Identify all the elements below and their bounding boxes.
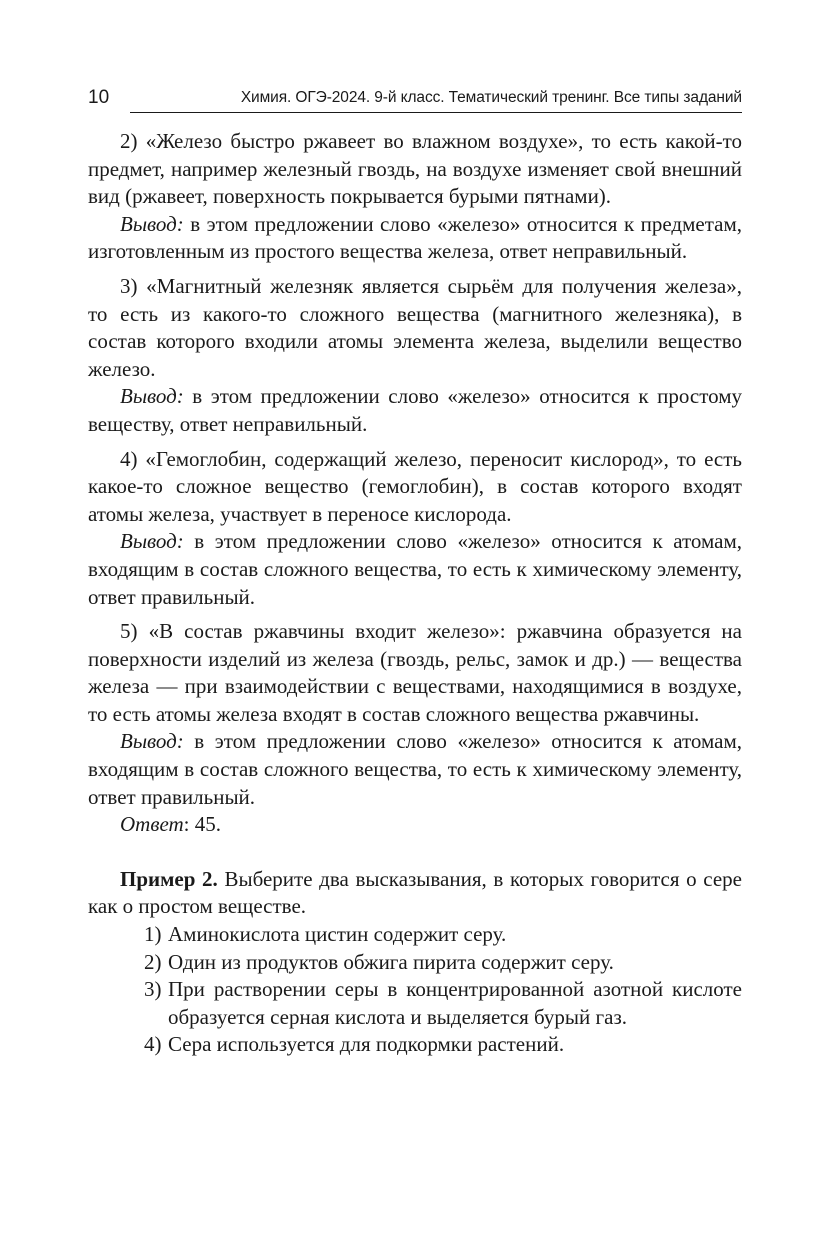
running-title: Химия. ОГЭ-2024. 9-й класс. Тематический тренинг. Все типы заданий: [240, 89, 742, 106]
option-number: 1): [144, 922, 162, 947]
conclusion-label: Вывод:: [120, 384, 184, 409]
answer-value: : 45.: [183, 812, 221, 837]
page-body: [88, 128, 742, 1059]
option-2: [88, 949, 742, 977]
conclusion-label: Вывод:: [120, 211, 184, 236]
header-rule: [130, 112, 742, 113]
statement-text: 4) «Гемоглобин, содержащий железо, переносит кислород», то есть какое-то сложное вещество (гемоглобин), в состав которого входят атомы железа, участвует в переносе кислорода.: [88, 446, 742, 526]
option-number: 3): [144, 977, 162, 1002]
example-2-prompt: [88, 866, 742, 921]
option-text: Сера используется для подкормки растений.: [168, 1032, 565, 1057]
answer-line: [88, 811, 742, 839]
conclusion-text: в этом предложении слово «железо» относится к предметам, изготовленным из простого вещества железа, ответ неправильный.: [88, 211, 742, 264]
option-1: [88, 921, 742, 949]
example-label: Пример 2.: [120, 866, 218, 891]
statement-3: [88, 273, 742, 383]
conclusion-label: Вывод:: [120, 729, 184, 754]
conclusion-3: [88, 383, 742, 438]
statement-2: [88, 128, 742, 211]
page-number: 10: [88, 87, 110, 108]
page-header: [88, 86, 742, 114]
conclusion-text: в этом предложении слово «железо» относится к простому веществу, ответ неправильный.: [88, 384, 742, 436]
option-number: 2): [144, 949, 162, 974]
statement-5: [88, 618, 742, 728]
conclusion-2: [88, 211, 742, 266]
conclusion-text: в этом предложении слово «железо» относится к атомам, входящим в состав сложного вещества, то есть к химическому элементу, ответ правильный.: [88, 529, 742, 609]
conclusion-text: в этом предложении слово «железо» относится к атомам, входящим в состав сложного вещества, то есть к химическому элементу, ответ правильный.: [88, 729, 742, 809]
statement-4: [88, 446, 742, 529]
option-text: При растворении серы в концентрированной азотной кислоте образуется серная кислота и выделяется бурый газ.: [168, 977, 742, 1029]
example-options-list: [88, 921, 742, 1059]
option-text: Аминокислота цистин содержит серу.: [168, 922, 507, 947]
option-4: [88, 1031, 742, 1059]
option-number: 4): [144, 1032, 162, 1057]
answer-label: Ответ: [120, 812, 184, 837]
conclusion-label: Вывод:: [120, 529, 184, 554]
statement-text: 5) «В состав ржавчины входит железо»: ржавчина образуется на поверхности изделий из железа (гвоздь, рельс, замок и др.) — вещества железа — при взаимодействии с веществами, находящимися в воздухе, то есть атомы железа входят в состав сложного вещества ржавчины.: [88, 619, 742, 726]
conclusion-5: [88, 728, 742, 811]
statement-text: 2) «Железо быстро ржавеет во влажном воздухе», то есть какой-то предмет, например железный гвоздь, на воздухе изменяет свой внешний вид (ржавеет, поверхность покрывается бурыми пятнами).: [88, 129, 742, 209]
conclusion-4: [88, 528, 742, 611]
option-3: [88, 976, 742, 1031]
option-text: Один из продуктов обжига пирита содержит серу.: [168, 949, 614, 974]
example-text: Выберите два высказывания, в которых говорится о сере как о простом веществе.: [88, 866, 742, 919]
statement-text: 3) «Магнитный железняк является сырьём для получения железа», то есть из какого-то сложного вещества (магнитного железняка), в состав которого входили атомы элемента железа, выделили вещество железо.: [88, 273, 742, 381]
